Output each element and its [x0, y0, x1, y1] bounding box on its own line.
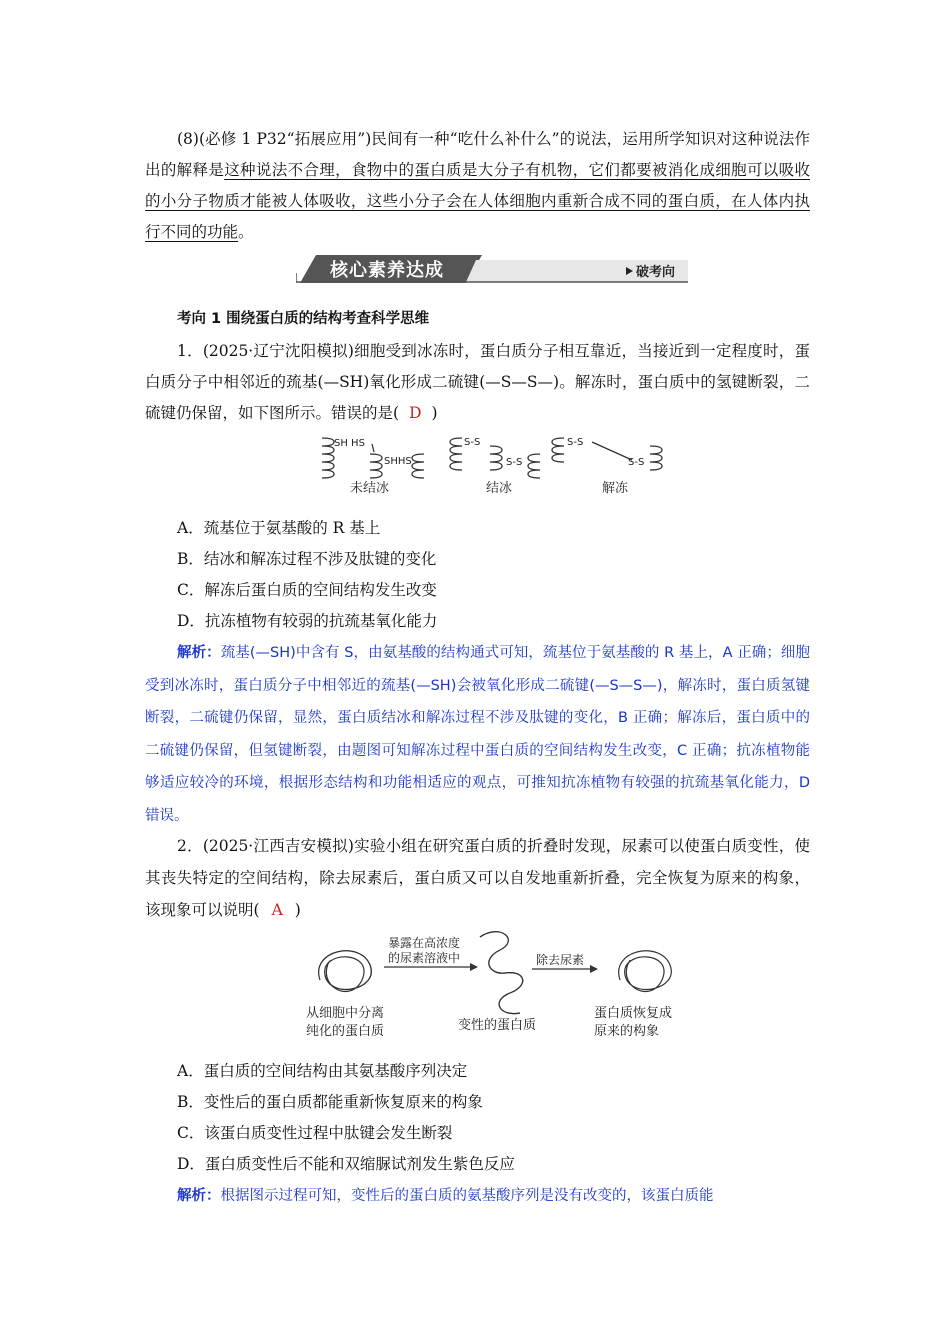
q1-option-c: C．解冻后蛋白质的空间结构发生改变	[177, 581, 437, 599]
q2-analysis	[145, 1180, 810, 1212]
banner-title: 核心素养达成	[330, 260, 444, 281]
q2-arrow1-line2: 的尿素溶液中	[388, 951, 461, 965]
arrow-right-icon	[590, 965, 598, 973]
q1-stem	[145, 336, 810, 429]
q2-option-a: A．蛋白质的空间结构由其氨基酸序列决定	[177, 1062, 468, 1080]
q1-analysis-text: 巯基(—SH)中含有 S，由氨基酸的结构通式可知，巯基位于氨基酸的 R 基上，A 正确；细胞受到冰冻时，蛋白质分子中相邻近的巯基(—SH)会被氧化形成二硫键(—S—S—)，解冻时，蛋白质氢键断裂，二硫键仍保留，显然，蛋白质结冰和解冻过程不涉及肽键的变化，B 正确；解冻后，蛋白质中的二硫键仍保留，但氢键断裂，由题图可知解冻过程中蛋白质的空间结构发生改变，C 正确；抗冻植物能够适应较冷的环境，根据形态结构和功能相适应的观点，可推知抗冻植物有较强的抗巯基氧化能力，D 错误。	[145, 645, 810, 824]
q2-middle-label: 变性的蛋白质	[458, 1018, 537, 1033]
q1-close-paren: )	[431, 404, 438, 422]
q2-left-line2: 纯化的蛋白质	[306, 1024, 385, 1039]
q2-stem-text: 2．(2025·江西吉安模拟)实验小组在研究蛋白质的折叠时发现，尿素可以使蛋白质变性，使其丧失特定的空间结构，除去尿素后，蛋白质又可以自发地重新折叠，完全恢复为原来的构象，该现象可以说明(	[145, 837, 810, 919]
intro-suffix: 。	[238, 223, 254, 241]
q1-stem-text: 1．(2025·辽宁沈阳模拟)细胞受到冰冻时，蛋白质分子相互靠近，当接近到一定程度时，蛋白质分子中相邻近的巯基(—SH)氧化形成二硫键(—S—S—)。解冻时，蛋白质中的氢键断裂，二硫键仍保留，如下图所示。错误的是(	[145, 342, 810, 422]
q1-answer: D	[409, 404, 422, 422]
q1-ss-2: S-S	[506, 457, 523, 468]
q1-sh-bottom: SHHS	[384, 456, 412, 467]
q2-arrow1-line1: 暴露在高浓度	[388, 936, 461, 950]
q1-option-a: A．巯基位于氨基酸的 R 基上	[177, 519, 381, 537]
section-banner	[296, 255, 688, 283]
q1-analysis	[145, 637, 810, 832]
q1-sh-top: SH HS	[334, 438, 365, 449]
q1-ss-4: S-S	[628, 457, 645, 468]
q2-analysis-text: 根据图示过程可知，变性后的蛋白质的氨基酸序列是没有改变的，该蛋白质能	[220, 1188, 714, 1204]
q1-ss-3: S-S	[567, 437, 584, 448]
banner-right-label: 破考向	[636, 265, 676, 280]
q1-analysis-label: 解析：	[177, 645, 221, 661]
intro-prefix: (8)(必修 1 P32“拓展应用”)民间有一种“吃什么补什么”的说法，运用所学知识对这种说法作出的解释是	[145, 130, 810, 179]
q1-option-d: D．抗冻植物有较弱的抗巯基氧化能力	[177, 612, 438, 630]
q2-option-d: D．蛋白质变性后不能和双缩脲试剂发生紫色反应	[177, 1155, 515, 1173]
q1-label-unfrozen: 未结冰	[350, 481, 390, 496]
q2-option-b: B．变性后的蛋白质都能重新恢复原来的构象	[177, 1093, 483, 1111]
q2-left-line1: 从细胞中分离	[306, 1006, 385, 1021]
q2-arrow2-label: 除去尿素	[536, 953, 585, 967]
q2-right-line2: 原来的构象	[594, 1024, 660, 1039]
q2-figure	[300, 925, 690, 1045]
q1-option-b: B．结冰和解冻过程不涉及肽键的变化	[177, 550, 437, 568]
section-heading: 考向 1 围绕蛋白质的结构考查科学思维	[177, 311, 430, 327]
q2-right-line1: 蛋白质恢复成	[594, 1006, 673, 1021]
q2-analysis-label: 解析：	[177, 1188, 221, 1204]
arrow-right-icon	[470, 963, 478, 971]
q1-figure	[312, 432, 672, 498]
q1-label-frozen: 结冰	[486, 481, 513, 496]
q2-close-paren: )	[294, 901, 301, 919]
intro-answer: 这种说法不合理，食物中的蛋白质是大分子有机物，它们都要被消化成细胞可以吸收的小分子物质才能被人体吸收，这些小分子会在人体细胞内重新合成不同的蛋白质，在人体内执行不同的功能	[145, 161, 810, 241]
q1-label-thawed: 解冻	[602, 481, 629, 496]
q1-ss-1: S-S	[464, 437, 481, 448]
q2-stem	[145, 830, 810, 926]
intro-paragraph	[145, 124, 810, 248]
q2-answer: A	[271, 901, 283, 919]
q2-option-c: C．该蛋白质变性过程中肽键会发生断裂	[177, 1124, 453, 1142]
